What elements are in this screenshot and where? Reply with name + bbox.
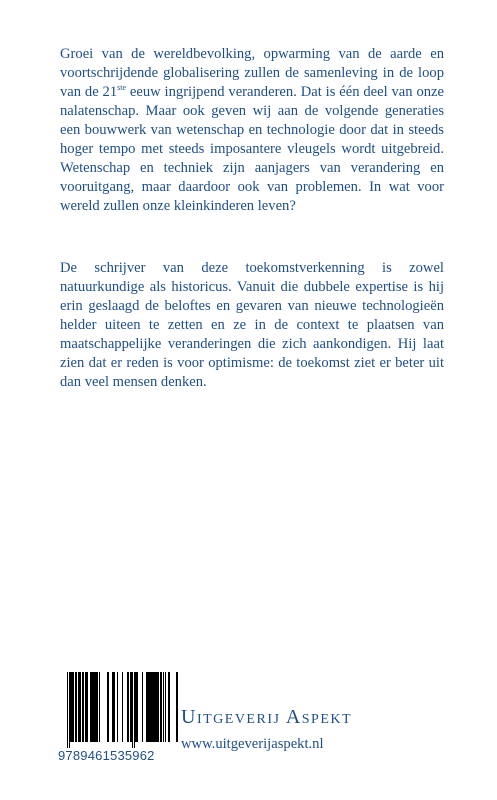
barcode-bar [94,672,95,742]
barcode-bar [107,672,109,742]
isbn-barcode [58,672,178,770]
barcode-bar [97,672,98,742]
barcode-bar [157,672,158,742]
barcode-bar [148,672,149,742]
barcode-bar [158,672,159,742]
isbn-number: 9789461535962 [58,748,155,763]
barcode-bar [146,672,147,742]
barcode-bar [154,672,155,742]
blurb-p1-after-sup: eeuw ingrijpend veranderen. Dat is één deel van onze nalatenschap. Maar ook geven wij aan de volgende generaties een bouwwerk van wetenschap en technologie door dat in steeds hoger tempo met steeds imposantere vleugels wordt uitgebreid. Wetenschap en techniek zijn aanjagers van verandering en vooruitgang, maar daardoor ook van problemen. In wat voor wereld zullen onze kleinkinderen leven? [60,84,444,214]
barcode-bar [127,672,129,742]
blurb-paragraph-1 [60,45,444,216]
barcode-bar [161,672,162,742]
barcode-bar [165,672,166,742]
barcode-bar [85,672,87,742]
barcode-bar [92,672,94,742]
barcode-bar [152,672,154,742]
barcode-bar [82,672,84,742]
barcode-bar [71,672,73,742]
barcode-bar [87,672,88,742]
barcode-bar [156,672,157,742]
barcode-bar [99,672,100,742]
barcode-bar [112,672,113,742]
barcode-bar [130,672,131,742]
barcode-bar [168,672,170,742]
blurb-p1-before-sup: Groei van de wereldbevolking, opwarming van de aarde en voortschrijdende globalisering zullen de samenleving in de loop van de 21 [60,46,444,100]
barcode-bar [151,672,152,742]
barcode-bar [113,672,115,742]
barcode-bar [117,672,118,742]
barcode-bar [78,672,79,742]
barcode-bar [75,672,77,742]
barcode-bar [149,672,151,742]
barcode-bar [132,672,133,748]
barcode-bar [67,672,68,748]
barcode-bar [69,672,70,748]
barcode-bar [95,672,97,742]
barcode-bar [131,672,132,742]
barcode-bar [70,672,71,742]
barcode-bar [155,672,156,742]
barcode-bar [137,672,138,742]
barcode-bar [122,672,123,742]
barcode-bar [163,672,164,742]
barcode-bar [134,672,135,748]
barcode-bar [176,672,178,742]
barcode-bar [90,672,92,742]
barcode-bar [142,672,143,742]
barcode-bar [135,672,137,742]
barcode-bar [79,672,81,742]
barcode-icon [66,672,178,748]
publisher-name: Uitgeverij Aspekt [181,706,353,728]
publisher-url: www.uitgeverijaspekt.nl [181,736,324,752]
blurb-paragraph-2: De schrijver van deze toekomstverkenning is zowel natuurkundige als historicus. Vanuit die dubbele expertise is hij erin geslaagd de beloftes en gevaren van nieuwe technologieën helder uiteen te zetten en ze in de context te plaatsen van maatschappelijke veranderingen die zich aankondigen. Hij laat zien dat er reden is voor optimisme: de toekomst ziet er beter uit dan veel mensen denken. [60,260,444,390]
barcode-bar [73,672,74,742]
superscript-ste: ste [117,83,127,92]
barcode-bar [160,672,161,742]
barcode-bar [147,672,148,742]
